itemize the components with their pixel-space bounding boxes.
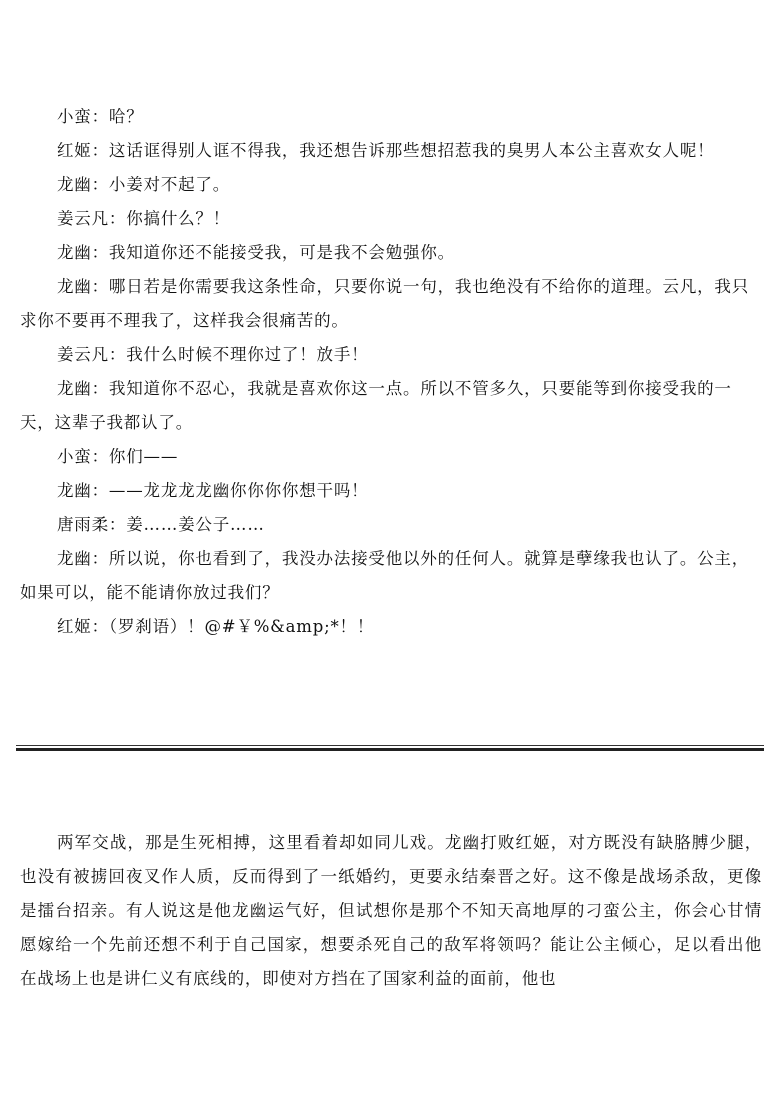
dialogue-line xyxy=(20,610,762,644)
dialogue-line xyxy=(20,100,762,134)
speaker-separator: ： xyxy=(91,447,109,466)
speaker-name: 小蛮 xyxy=(57,447,92,466)
speaker-name: 红姬 xyxy=(57,617,92,636)
speaker-separator: ： xyxy=(91,549,109,568)
speaker-separator: ： xyxy=(91,617,109,636)
speaker-separator: ： xyxy=(91,277,109,296)
commentary-section xyxy=(20,826,762,996)
dialogue-line xyxy=(20,542,762,610)
dialogue-text: 你搞什么？！ xyxy=(126,209,231,228)
speaker-separator: ： xyxy=(91,107,109,126)
speaker-name: 龙幽 xyxy=(57,481,92,500)
speaker-name: 小蛮 xyxy=(57,107,92,126)
speaker-name: 姜云凡 xyxy=(57,209,109,228)
dialogue-line xyxy=(20,508,762,542)
dialogue-line xyxy=(20,440,762,474)
speaker-separator: ： xyxy=(91,481,109,500)
dialogue-line xyxy=(20,168,762,202)
speaker-name: 龙幽 xyxy=(57,277,92,296)
speaker-separator: ： xyxy=(91,379,109,398)
speaker-name: 龙幽 xyxy=(57,175,92,194)
dialogue-text: 我知道你不忍心，我就是喜欢你这一点。所以不管多久，只要能等到你接受我的一天，这辈子我都认了。 xyxy=(20,379,732,432)
dialogue-line xyxy=(20,270,762,338)
section-divider xyxy=(16,745,764,751)
dialogue-line xyxy=(20,236,762,270)
speaker-separator: ： xyxy=(108,209,127,228)
dialogue-text: 我什么时候不理你过了！放手！ xyxy=(126,345,369,364)
speaker-name: 姜云凡 xyxy=(57,345,109,364)
dialogue-text: 这话诓得别人诓不得我，我还想告诉那些想招惹我的臭男人本公主喜欢女人呢！ xyxy=(108,141,715,160)
speaker-separator: ： xyxy=(91,243,109,262)
dialogue-text: ——龙龙龙龙幽你你你你想干吗！ xyxy=(108,481,369,500)
speaker-separator: ： xyxy=(91,141,109,160)
speaker-name: 龙幽 xyxy=(57,379,92,398)
dialogue-line xyxy=(20,338,762,372)
speaker-separator: ： xyxy=(91,175,109,194)
dialogue-text: 哪日若是你需要我这条性命，只要你说一句，我也绝没有不给你的道理。云凡，我只求你不要再不理我了，这样我会很痛苦的。 xyxy=(20,277,750,330)
speaker-name: 龙幽 xyxy=(57,243,92,262)
dialogue-text: （罗刹语）！@#￥%&amp;*！！ xyxy=(108,617,375,636)
speaker-name: 唐雨柔 xyxy=(57,515,109,534)
commentary-paragraph: 两军交战，那是生死相搏，这里看着却如同儿戏。龙幽打败红姬，对方既没有缺胳膊少腿，也没有被掳回夜叉作人质，反而得到了一纸婚约，更要永结秦晋之好。这不像是战场杀敌，更像是擂台招亲。有人说这是他龙幽运气好，但试想你是那个不知天高地厚的刁蛮公主，你会心甘情愿嫁给一个先前还想不利于自己国家，想要杀死自己的敌军将领吗？能让公主倾心，足以看出他在战场上也是讲仁义有底线的，即使对方挡在了国家利益的面前，他也 xyxy=(20,833,762,988)
dialogue-line xyxy=(20,474,762,508)
speaker-separator: ： xyxy=(108,515,127,534)
dialogue-section xyxy=(20,100,762,644)
speaker-separator: ： xyxy=(108,345,127,364)
dialogue-line xyxy=(20,202,762,236)
dialogue-text: 哈？ xyxy=(108,107,144,126)
dialogue-line xyxy=(20,134,762,168)
speaker-name: 龙幽 xyxy=(57,549,92,568)
dialogue-text: 我知道你还不能接受我，可是我不会勉强你。 xyxy=(108,243,455,262)
dialogue-text: 小姜对不起了。 xyxy=(108,175,231,194)
dialogue-text: 你们—— xyxy=(108,447,179,466)
dialogue-line xyxy=(20,372,762,440)
dialogue-text: 所以说，你也看到了，我没办法接受他以外的任何人。就算是孽缘我也认了。公主，如果可以，能不能请你放过我们？ xyxy=(20,549,750,602)
speaker-name: 红姬 xyxy=(57,141,92,160)
dialogue-text: 姜……姜公子…… xyxy=(126,515,265,534)
